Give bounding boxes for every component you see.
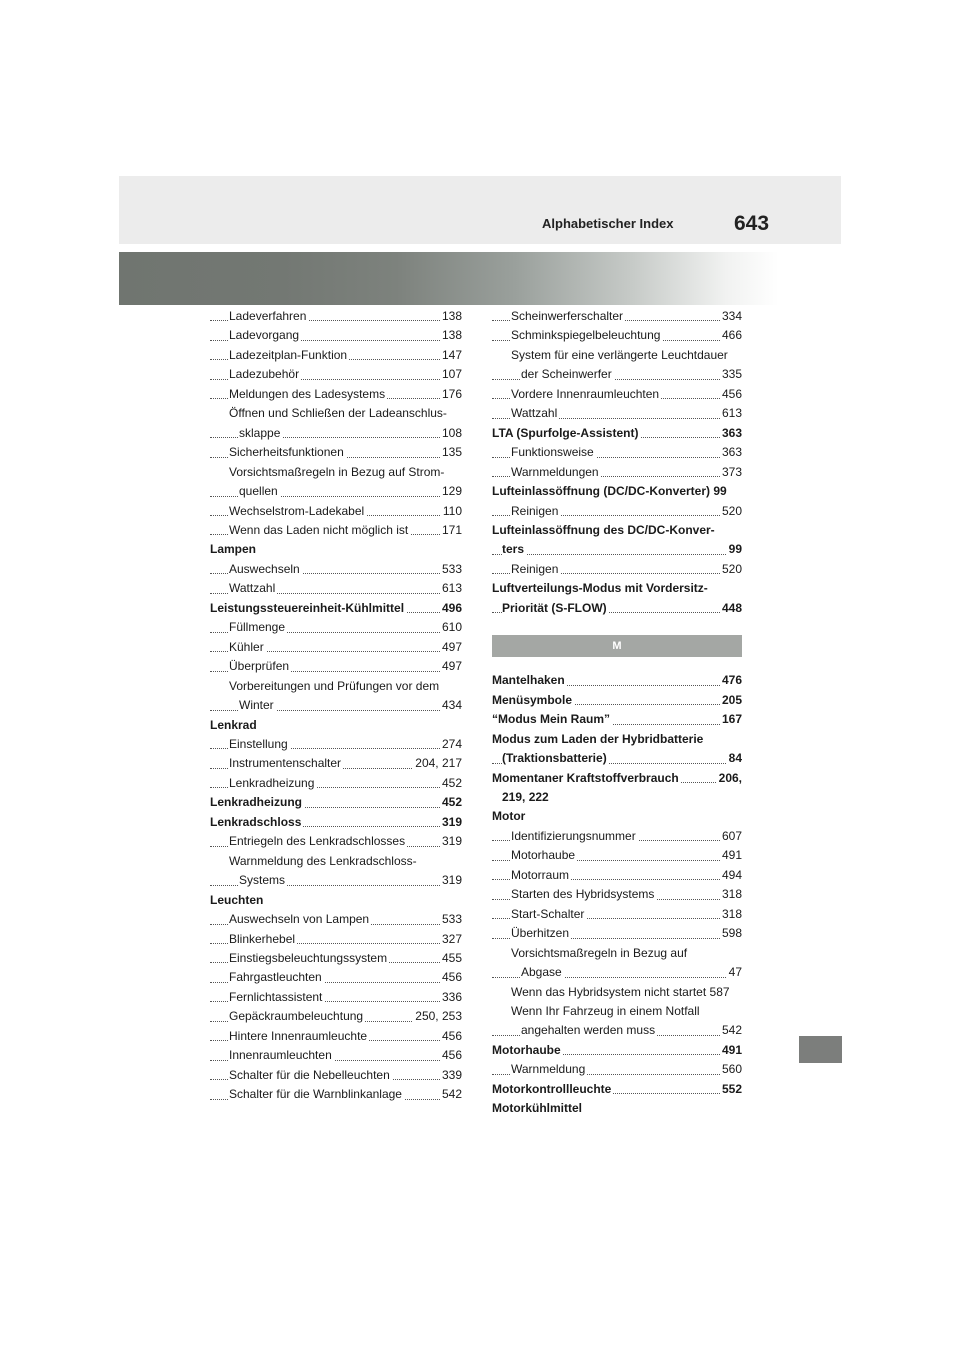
index-sub-entry <box>210 949 462 968</box>
index-sub-entry <box>492 944 742 963</box>
index-term: Luftverteilungs-Modus mit Vordersitz- <box>492 581 708 596</box>
page-reference[interactable]: 84 <box>727 749 742 768</box>
index-sub-entry <box>492 983 742 1002</box>
index-sub-entry <box>210 560 462 579</box>
page-reference[interactable]: 327 <box>440 930 462 949</box>
page-reference[interactable]: 138 <box>440 307 462 326</box>
index-term: Gepäckraumbeleuchtung <box>229 1009 364 1024</box>
page-reference[interactable]: 147 <box>440 346 462 365</box>
index-term: Motorkontrollleuchte <box>492 1081 612 1096</box>
page-reference[interactable]: 613 <box>440 579 462 598</box>
index-sub-entry <box>492 963 742 982</box>
page-reference[interactable]: 319 <box>440 832 462 851</box>
page-reference[interactable]: 494 <box>720 866 742 885</box>
page-reference[interactable]: 205 <box>720 691 742 710</box>
page-reference[interactable]: 598 <box>720 924 742 943</box>
index-sub-entry <box>210 832 462 851</box>
index-sub-entry <box>210 502 462 521</box>
index-term: Einstellung <box>229 736 288 751</box>
page-reference[interactable]: 363 <box>720 424 742 443</box>
index-term: Vorbereitungen und Prüfungen vor dem <box>229 678 440 693</box>
index-term: Ladezeitplan-Funktion <box>229 347 348 362</box>
page-reference[interactable]: 108 <box>440 424 462 443</box>
index-sub-entry <box>492 404 742 423</box>
index-sub-entry <box>492 905 742 924</box>
index-main-entry <box>492 769 742 788</box>
index-term: 219, 222 <box>502 789 549 804</box>
index-sub-entry <box>210 735 462 754</box>
page-reference[interactable]: 363 <box>720 443 742 462</box>
index-main-entry <box>492 1099 742 1118</box>
page-reference[interactable]: 319 <box>440 813 462 832</box>
index-term: Momentaner Kraftstoffverbrauch <box>492 770 679 785</box>
page-reference[interactable]: 520 <box>720 560 742 579</box>
page-reference[interactable]: 452 <box>440 793 462 812</box>
index-main-entry <box>492 671 742 690</box>
index-column-left <box>210 307 462 1105</box>
index-term: “Modus Mein Raum” <box>492 712 611 727</box>
index-main-entry <box>492 599 742 618</box>
index-term: Lenkradschloss <box>210 814 302 829</box>
index-term: quellen <box>239 484 278 499</box>
index-term: System für eine verlängerte Leuchtdauer <box>511 347 728 362</box>
index-main-entry <box>492 788 742 807</box>
index-term: angehalten werden muss <box>521 1023 656 1038</box>
index-main-entry <box>492 710 742 729</box>
index-sub-entry <box>492 1060 742 1079</box>
index-sub-entry <box>210 657 462 676</box>
page-reference[interactable]: 456 <box>720 385 742 404</box>
index-term: Auswechseln <box>229 561 300 576</box>
index-main-entry <box>492 807 742 826</box>
page-reference[interactable]: 466 <box>720 326 742 345</box>
page-reference[interactable]: 456 <box>440 1046 462 1065</box>
index-main-entry <box>492 1041 742 1060</box>
index-term: Abgase <box>521 965 562 980</box>
index-term: Motorraum <box>511 867 570 882</box>
index-sub-entry <box>492 443 742 462</box>
index-term: Hintere Innenraumleuchte <box>229 1028 368 1043</box>
index-term: Mantelhaken <box>492 673 565 688</box>
index-sub-entry <box>210 638 462 657</box>
index-term: Winter <box>239 698 274 713</box>
gradient-band <box>119 252 779 305</box>
index-term: Modus zum Laden der Hybridbatterie <box>492 731 704 746</box>
index-term: Schminkspiegelbeleuchtung <box>511 328 661 343</box>
index-sub-entry <box>492 346 742 365</box>
page-reference[interactable]: 491 <box>720 1041 742 1060</box>
index-term: Reinigen <box>511 503 559 518</box>
page-reference[interactable]: 204, 217 <box>413 754 462 773</box>
index-term: Öffnen und Schließen der Ladeanschlus- <box>229 406 447 421</box>
letter-section-band: M <box>492 635 742 657</box>
index-sub-entry <box>210 677 462 696</box>
index-term: ters <box>502 542 525 557</box>
index-main-entry <box>492 540 742 559</box>
index-sub-entry <box>492 365 742 384</box>
index-sub-entry <box>210 1007 462 1026</box>
index-sub-entry <box>210 521 462 540</box>
index-term: Kühler <box>229 639 264 654</box>
index-term: Ladevorgang <box>229 328 300 343</box>
index-sub-entry <box>492 326 742 345</box>
index-term: Wattzahl <box>229 581 276 596</box>
index-term: Wechselstrom-Ladekabel <box>229 503 365 518</box>
page-reference[interactable]: 334 <box>720 307 742 326</box>
index-main-entry <box>492 691 742 710</box>
page-reference[interactable]: 456 <box>440 1027 462 1046</box>
page-reference[interactable]: 107 <box>440 365 462 384</box>
index-sub-entry <box>210 930 462 949</box>
index-sub-entry <box>492 866 742 885</box>
index-sub-entry <box>210 443 462 462</box>
index-sub-entry <box>492 827 742 846</box>
index-term: Systems <box>239 873 286 888</box>
index-sub-entry <box>210 910 462 929</box>
index-term: Lufteinlassöffnung des DC/DC-Konver- <box>492 522 715 537</box>
header-title: Alphabetischer Index <box>542 216 674 231</box>
index-term: Identifizierungsnummer <box>511 828 636 843</box>
page-reference[interactable]: 318 <box>720 905 742 924</box>
page-reference[interactable]: 613 <box>720 404 742 423</box>
page-reference[interactable]: 497 <box>440 638 462 657</box>
index-sub-entry <box>210 385 462 404</box>
index-sub-entry <box>492 307 742 326</box>
dot-leader <box>492 554 742 555</box>
index-term: sklappe <box>239 425 281 440</box>
page-reference[interactable]: 110 <box>441 502 462 521</box>
index-sub-entry <box>210 1046 462 1065</box>
index-sub-entry <box>210 618 462 637</box>
index-group-m <box>492 671 742 1118</box>
index-term: Reinigen <box>511 561 559 576</box>
page-reference[interactable]: 319 <box>440 871 462 890</box>
page-reference[interactable]: 250, 253 <box>413 1007 462 1026</box>
index-term: Funktionsweise <box>511 445 594 460</box>
index-sub-entry <box>492 560 742 579</box>
index-term: Motorhaube <box>492 1042 561 1057</box>
page-reference[interactable]: 135 <box>440 443 462 462</box>
index-term: Wenn das Hybridsystem nicht startet 587 <box>511 984 730 999</box>
page-reference[interactable]: 542 <box>440 1085 462 1104</box>
page-reference[interactable]: 533 <box>440 560 462 579</box>
index-term: (Traktionsbatterie) <box>502 751 607 766</box>
index-term: Warnmeldung <box>511 1062 586 1077</box>
index-main-entry <box>492 749 742 768</box>
index-term: Motorkühlmittel <box>492 1101 582 1116</box>
index-main-entry <box>492 482 742 501</box>
index-term: Auswechseln von Lampen <box>229 912 370 927</box>
index-main-entry <box>492 730 742 749</box>
index-term: Innenraumleuchten <box>229 1048 332 1063</box>
index-sub-entry <box>210 988 462 1007</box>
index-sub-entry <box>210 1085 462 1104</box>
index-term: Lenkradheizung <box>210 795 303 810</box>
index-sub-entry <box>210 871 462 890</box>
index-main-entry <box>210 793 462 812</box>
page-reference[interactable]: 335 <box>720 365 742 384</box>
index-term: Leistungssteuereinheit-Kühlmittel <box>210 600 405 615</box>
page-number: 643 <box>734 212 770 235</box>
page-reference[interactable]: 533 <box>440 910 462 929</box>
index-term: LTA (Spurfolge-Assistent) <box>492 425 639 440</box>
index-term: Überhitzen <box>511 926 570 941</box>
index-term: Warnmeldungen <box>511 464 599 479</box>
index-sub-entry <box>492 924 742 943</box>
index-term: Scheinwerferschalter <box>511 309 624 323</box>
page-reference[interactable]: 167 <box>720 710 742 729</box>
index-sub-entry <box>210 326 462 345</box>
page-reference[interactable]: 434 <box>440 696 462 715</box>
index-term: Lenkradheizung <box>229 775 315 790</box>
page-reference[interactable]: 99 <box>727 540 742 559</box>
index-term: Motor <box>492 809 526 824</box>
index-main-entry <box>492 521 742 540</box>
index-sub-entry <box>492 502 742 521</box>
index-main-entry <box>210 599 462 618</box>
index-sub-entry <box>210 365 462 384</box>
index-sub-entry <box>210 579 462 598</box>
header-box <box>119 176 841 244</box>
page-reference[interactable]: 455 <box>440 949 462 968</box>
index-term: Ladeverfahren <box>229 309 307 323</box>
page-reference[interactable]: 560 <box>720 1060 742 1079</box>
index-term: Sicherheitsfunktionen <box>229 445 344 460</box>
index-sub-entry <box>210 404 462 423</box>
index-sub-entry <box>210 482 462 501</box>
page-reference[interactable]: 336 <box>440 988 462 1007</box>
page-reference[interactable]: 274 <box>440 735 462 754</box>
page-reference[interactable]: 129 <box>440 482 462 501</box>
page-reference[interactable]: 476 <box>720 671 742 690</box>
page-reference[interactable]: 607 <box>720 827 742 846</box>
index-main-entry <box>492 424 742 443</box>
index-group-l <box>492 307 742 618</box>
index-sub-entry <box>210 346 462 365</box>
page-reference[interactable]: 138 <box>440 326 462 345</box>
index-term: Instrumentenschalter <box>229 756 342 771</box>
page-reference[interactable]: 373 <box>720 463 742 482</box>
page-reference[interactable]: 496 <box>440 599 462 618</box>
index-main-entry <box>210 891 462 910</box>
index-sub-entry <box>210 696 462 715</box>
index-term: Vorsichtsmaßregeln in Bezug auf Strom- <box>229 464 445 479</box>
index-sub-entry <box>210 307 462 326</box>
index-term: Priorität (S-FLOW) <box>502 600 607 615</box>
page-reference[interactable]: 497 <box>440 657 462 676</box>
index-main-entry <box>492 1080 742 1099</box>
index-sub-entry <box>210 852 462 871</box>
index-term: Schalter für die Warnblinkanlage <box>229 1087 402 1102</box>
page-reference[interactable]: 47 <box>727 963 742 982</box>
index-term: Fahrgastleuchten <box>229 970 322 985</box>
index-sub-entry <box>492 846 742 865</box>
page-reference[interactable]: 610 <box>440 618 462 637</box>
index-sub-entry <box>210 968 462 987</box>
index-term: Menüsymbole <box>492 692 573 707</box>
page-reference[interactable]: 552 <box>720 1080 742 1099</box>
index-term: Einstiegsbeleuchtungssystem <box>229 950 388 965</box>
page-reference[interactable]: 176 <box>440 385 462 404</box>
index-sub-entry <box>210 1027 462 1046</box>
index-sub-entry <box>210 774 462 793</box>
index-term: Wenn Ihr Fahrzeug in einem Notfall <box>511 1003 700 1018</box>
index-term: Wenn das Laden nicht möglich ist <box>229 522 409 537</box>
index-term: Starten des Hybridsystems <box>511 887 655 902</box>
page-reference[interactable]: 542 <box>720 1021 742 1040</box>
index-term: Ladezubehör <box>229 367 300 382</box>
index-term: Meldungen des Ladesystems <box>229 386 386 401</box>
index-term: Lenkrad <box>210 717 257 732</box>
index-sub-entry <box>492 885 742 904</box>
page-reference[interactable]: 452 <box>440 774 462 793</box>
index-term: Entriegeln des Lenkradschlosses <box>229 834 406 849</box>
index-term: Wattzahl <box>511 406 558 421</box>
index-sub-entry <box>492 385 742 404</box>
index-sub-entry <box>210 1066 462 1085</box>
index-main-entry <box>210 540 462 559</box>
index-term: Blinkerhebel <box>229 931 296 946</box>
index-term: Lampen <box>210 542 257 557</box>
side-index-tab[interactable] <box>799 1036 842 1063</box>
index-term: Füllmenge <box>229 620 286 635</box>
index-term: Start-Schalter <box>511 906 585 921</box>
index-term: Überprüfen <box>229 659 290 674</box>
index-term: Fernlichtassistent <box>229 989 323 1004</box>
index-column-right <box>492 307 742 1119</box>
index-sub-entry <box>210 463 462 482</box>
index-term: Motorhaube <box>511 848 576 863</box>
page-reference[interactable]: 456 <box>440 968 462 987</box>
index-sub-entry <box>210 754 462 773</box>
page-reference[interactable]: 491 <box>720 846 742 865</box>
index-term: Leuchten <box>210 892 264 907</box>
index-sub-entry <box>492 463 742 482</box>
page-reference[interactable]: 318 <box>720 885 742 904</box>
page-reference[interactable]: 448 <box>720 599 742 618</box>
index-main-entry <box>492 579 742 598</box>
page-reference[interactable]: 339 <box>440 1066 462 1085</box>
index-sub-entry <box>492 1002 742 1021</box>
index-sub-entry <box>492 1021 742 1040</box>
index-term: Schalter für die Nebelleuchten <box>229 1067 390 1082</box>
index-sub-entry <box>210 424 462 443</box>
index-main-entry <box>210 716 462 735</box>
index-term: Vorsichtsmaßregeln in Bezug auf <box>511 945 688 960</box>
index-term: Warnmeldung des Lenkradschloss- <box>229 853 417 868</box>
index-term: Lufteinlassöffnung (DC/DC-Konverter) 99 <box>492 484 727 499</box>
page-reference[interactable]: 206, <box>717 769 742 788</box>
page-reference[interactable]: 520 <box>720 502 742 521</box>
page-reference[interactable]: 171 <box>440 521 462 540</box>
index-term: der Scheinwerfer <box>521 367 612 382</box>
index-term: Vordere Innenraumleuchten <box>511 386 660 401</box>
index-main-entry <box>210 813 462 832</box>
